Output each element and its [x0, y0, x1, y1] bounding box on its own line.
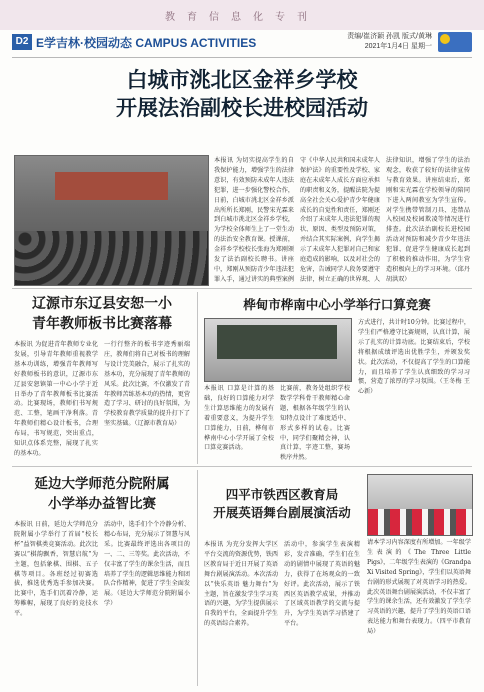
siping-col-3: 请本学习内容深度有所增加。一年级学生表演的《The Three Little Pigs》，二年级学生表演的《Grandpa Xi Visited Spring》，学生们以英语舞台剧的形式展现了对英语学习的热爱。此次英语舞台剧展演活动，不仅丰富了学生的课余生活，还有效激发了学生学习英语的兴趣，提升了学生的英语口语表达能力和舞台表现力。（四平市教育局） — [367, 539, 471, 636]
liaoyuan-title — [12, 294, 192, 334]
lead-col-3: 法律知识，增强了学生的法治观念，收获了较好的法律宣传与教育效果。讲座结束后，郑刚和宋光霖在学校领导的陪同下进入两间教室为学生宣传。对学生携带管制刀具、违禁品入校园及校园欺凌等情况进行排查。此次法治副校长进校园活动对预防和减少青少年违法犯罪、促进学生健康成长起到了积极的推动作用，为学生营造积极向上的学习环境。（邱丹 胡洪双） — [386, 157, 470, 283]
masthead-band-text: 教育信息化专刊 — [165, 12, 319, 23]
liaoyuan-title-line-2: 青年教师板书比赛落幕 — [32, 316, 172, 332]
liaoyuan-col-2: 一行行整齐的板书字迹秀丽端庄，教师们将自己对板书的理解与设计完美融合，展示了扎实的基本功，充分展现了青年教师的风采。此次比赛，不仅激发了青年教师苦练基本功的热情，更营造了学习、研讨的良好氛围，为学校教育教学质量的提升打下了坚实基础。（辽源市教育局） — [104, 341, 190, 428]
yanda-col-2: 活动中，选手们个个冷静分析、精心布局，充分展示了智慧与风采。比赛最终评选出各项目的一、二、三等奖。此次活动，不仅丰富了学生的课余生活，而且培养了学生的逻辑思维能力和团队合作精神，促进了学生全面发展。（延边大学师范分院附属小学） — [104, 521, 190, 608]
math-board — [217, 325, 337, 359]
section-code-badge: D2 — [12, 34, 32, 50]
divider-lead — [12, 288, 472, 289]
huadian-title: 桦甸市桦南中心小学举行口算竞赛 — [243, 297, 431, 312]
page-header — [12, 32, 472, 56]
siping-col-2: 活动中，参演学生表演精彩，发音准确，学生们在生动的剧情中展现了英语的魅力，获得了在场观众的一致好评。此次活动，展示了铁西区英语教学成果，并推动了区域英语教学的交流与提升，为学生英语学习搭建了平台。 — [284, 541, 360, 628]
audience-heads — [15, 231, 208, 285]
huadian-col-1: 本报讯 口算是计算的基础，良好的口算能力对学生计算思维能力的发展有着重要意义，为提升学生口算能力，日前，桦甸市桦南中心小学开展了全校口算竞赛活动。 — [204, 385, 274, 452]
logo-dot-icon — [440, 34, 450, 44]
liaoyuan-title-line-1: 辽源市东辽县安恕一小 — [32, 296, 172, 312]
yanda-col-1: 本报讯 日前，延边大学师范分院附属小学举行了首届“校长杯”益智棋类竞赛活动。此次比赛以“棋韵飘香，智慧启航”为主题，包括象棋、围棋、五子棋等项目。各班经过初赛选拔，推选优秀选手参加决赛。比赛中，选手们沉着冷静，运筹帷幄，展现了良好的竞技水平。 — [14, 521, 98, 618]
section-brand: E学吉林·校园动态 CAMPUS ACTIVITIES — [36, 36, 257, 50]
lead-headline-line-2: 开展法治副校长进校园活动 — [116, 96, 368, 120]
siping-title-line-2: 开展英语舞台剧展演活动 — [213, 505, 351, 520]
lead-col-2: 守《中华人民共和国未成年人保护法》的重要性及学校、家庭在未成年人成长方面应承担的职责和义务，提醒法院为提高全社会关心爱护青少年健康成长的自觉性和责任，郑刚还介绍了未成年人违法犯罪的现状、原因、类型及预防对策，并结合其实际案例，向学生揭示了未成年人犯罪对自己和家庭造成的影响，以及对社会的危害，告诫同学人段务要遵守法律，树立正确的世界观、人 — [300, 157, 380, 283]
classroom-board — [55, 172, 168, 200]
performers — [368, 509, 472, 535]
lead-headline — [0, 66, 484, 122]
editor-line: 责编/崔济颖 孙凯 版式/黄琳 — [347, 33, 432, 40]
liaoyuan-col-1: 本报讯 为促进青年教师专业化发展，引导青年教师重视教学基本功训练，增强青年教师写好教师板书的意识，辽源市东辽县安恕镇第一中心小学于近日举办了青年教师板书比赛活动。比赛现场，教师们书写规范、工整，笔画干净利落。青年教师们精心设计板书，合理布局，书写规范，突出重点，知识点体系完整，展现了扎实的基本功。 — [14, 341, 98, 457]
yanda-title-line-1: 延边大学师范分院附属 — [34, 476, 170, 492]
siping-title — [202, 486, 362, 522]
divider-mid — [12, 466, 472, 467]
header-meta — [347, 32, 432, 52]
header-rule — [12, 57, 472, 58]
yanda-title — [12, 474, 192, 514]
yanda-title-line-2: 小学举办益智比赛 — [48, 496, 156, 512]
stage-play-photo — [367, 474, 473, 536]
date-line: 2021年1月4日 星期一 — [364, 43, 432, 50]
divider-v2 — [197, 470, 198, 686]
oral-math-photo — [204, 318, 352, 382]
lead-col-1: 本报讯 为切实提高学生的自我保护能力，增强学生的法律意识，有效预防未成年人违法犯罪，进一步强化警校合作，日前，白城市洮北区金祥乡派出所所长郑刚，民警宋光霖来到白城市洮北区金祥乡学校，为学校全体师生上了一堂生动的法治安全教育课。授课前，金祥乡学校校长张海为郑刚颁发了法治副校长聘书。讲座中，郑刚从预防青少年违法犯罪入手，通过讲实的典型案例 — [214, 157, 294, 283]
huadian-col-3: 方式进行，共计时10分钟。比赛过程中，学生们严格遵守比赛规则，认真计算，展示了扎实的计算功底。比赛结束后，学校将根据成绩评选出优胜学生，并颁发奖状。此次活动，不仅提高了学生的口算能力，而且培养了学生认真细致的学习习惯，营造了浓厚的学习氛围。（王冬梅 王心新） — [358, 319, 470, 396]
lead-headline-line-1: 白城市洮北区金祥乡学校 — [126, 68, 358, 92]
huadian-col-2: 比赛前，教务处组织学校数学学科骨干教师精心命题，根据各年级学生的认知特点设计了难度适中、形式多样的试卷。比赛中，同学们聚精会神，认真计算，字迹工整，赛场秩序井然。 — [280, 385, 350, 462]
divider-v1 — [197, 292, 198, 464]
siping-col-1: 本报讯 为充分发挥大学区平台交流的资源优势，铁西区教育局于近日开展了英语舞台剧展演活动。本次活动以“快乐英语 魅力舞台”为主题，旨在激发学生学习英语的兴趣，为学生提供展示自我的平台，全面提升学生的英语综合素养。 — [204, 541, 278, 628]
lead-photo — [14, 155, 209, 286]
siping-title-line-1: 四平市铁西区教育局 — [225, 487, 339, 502]
